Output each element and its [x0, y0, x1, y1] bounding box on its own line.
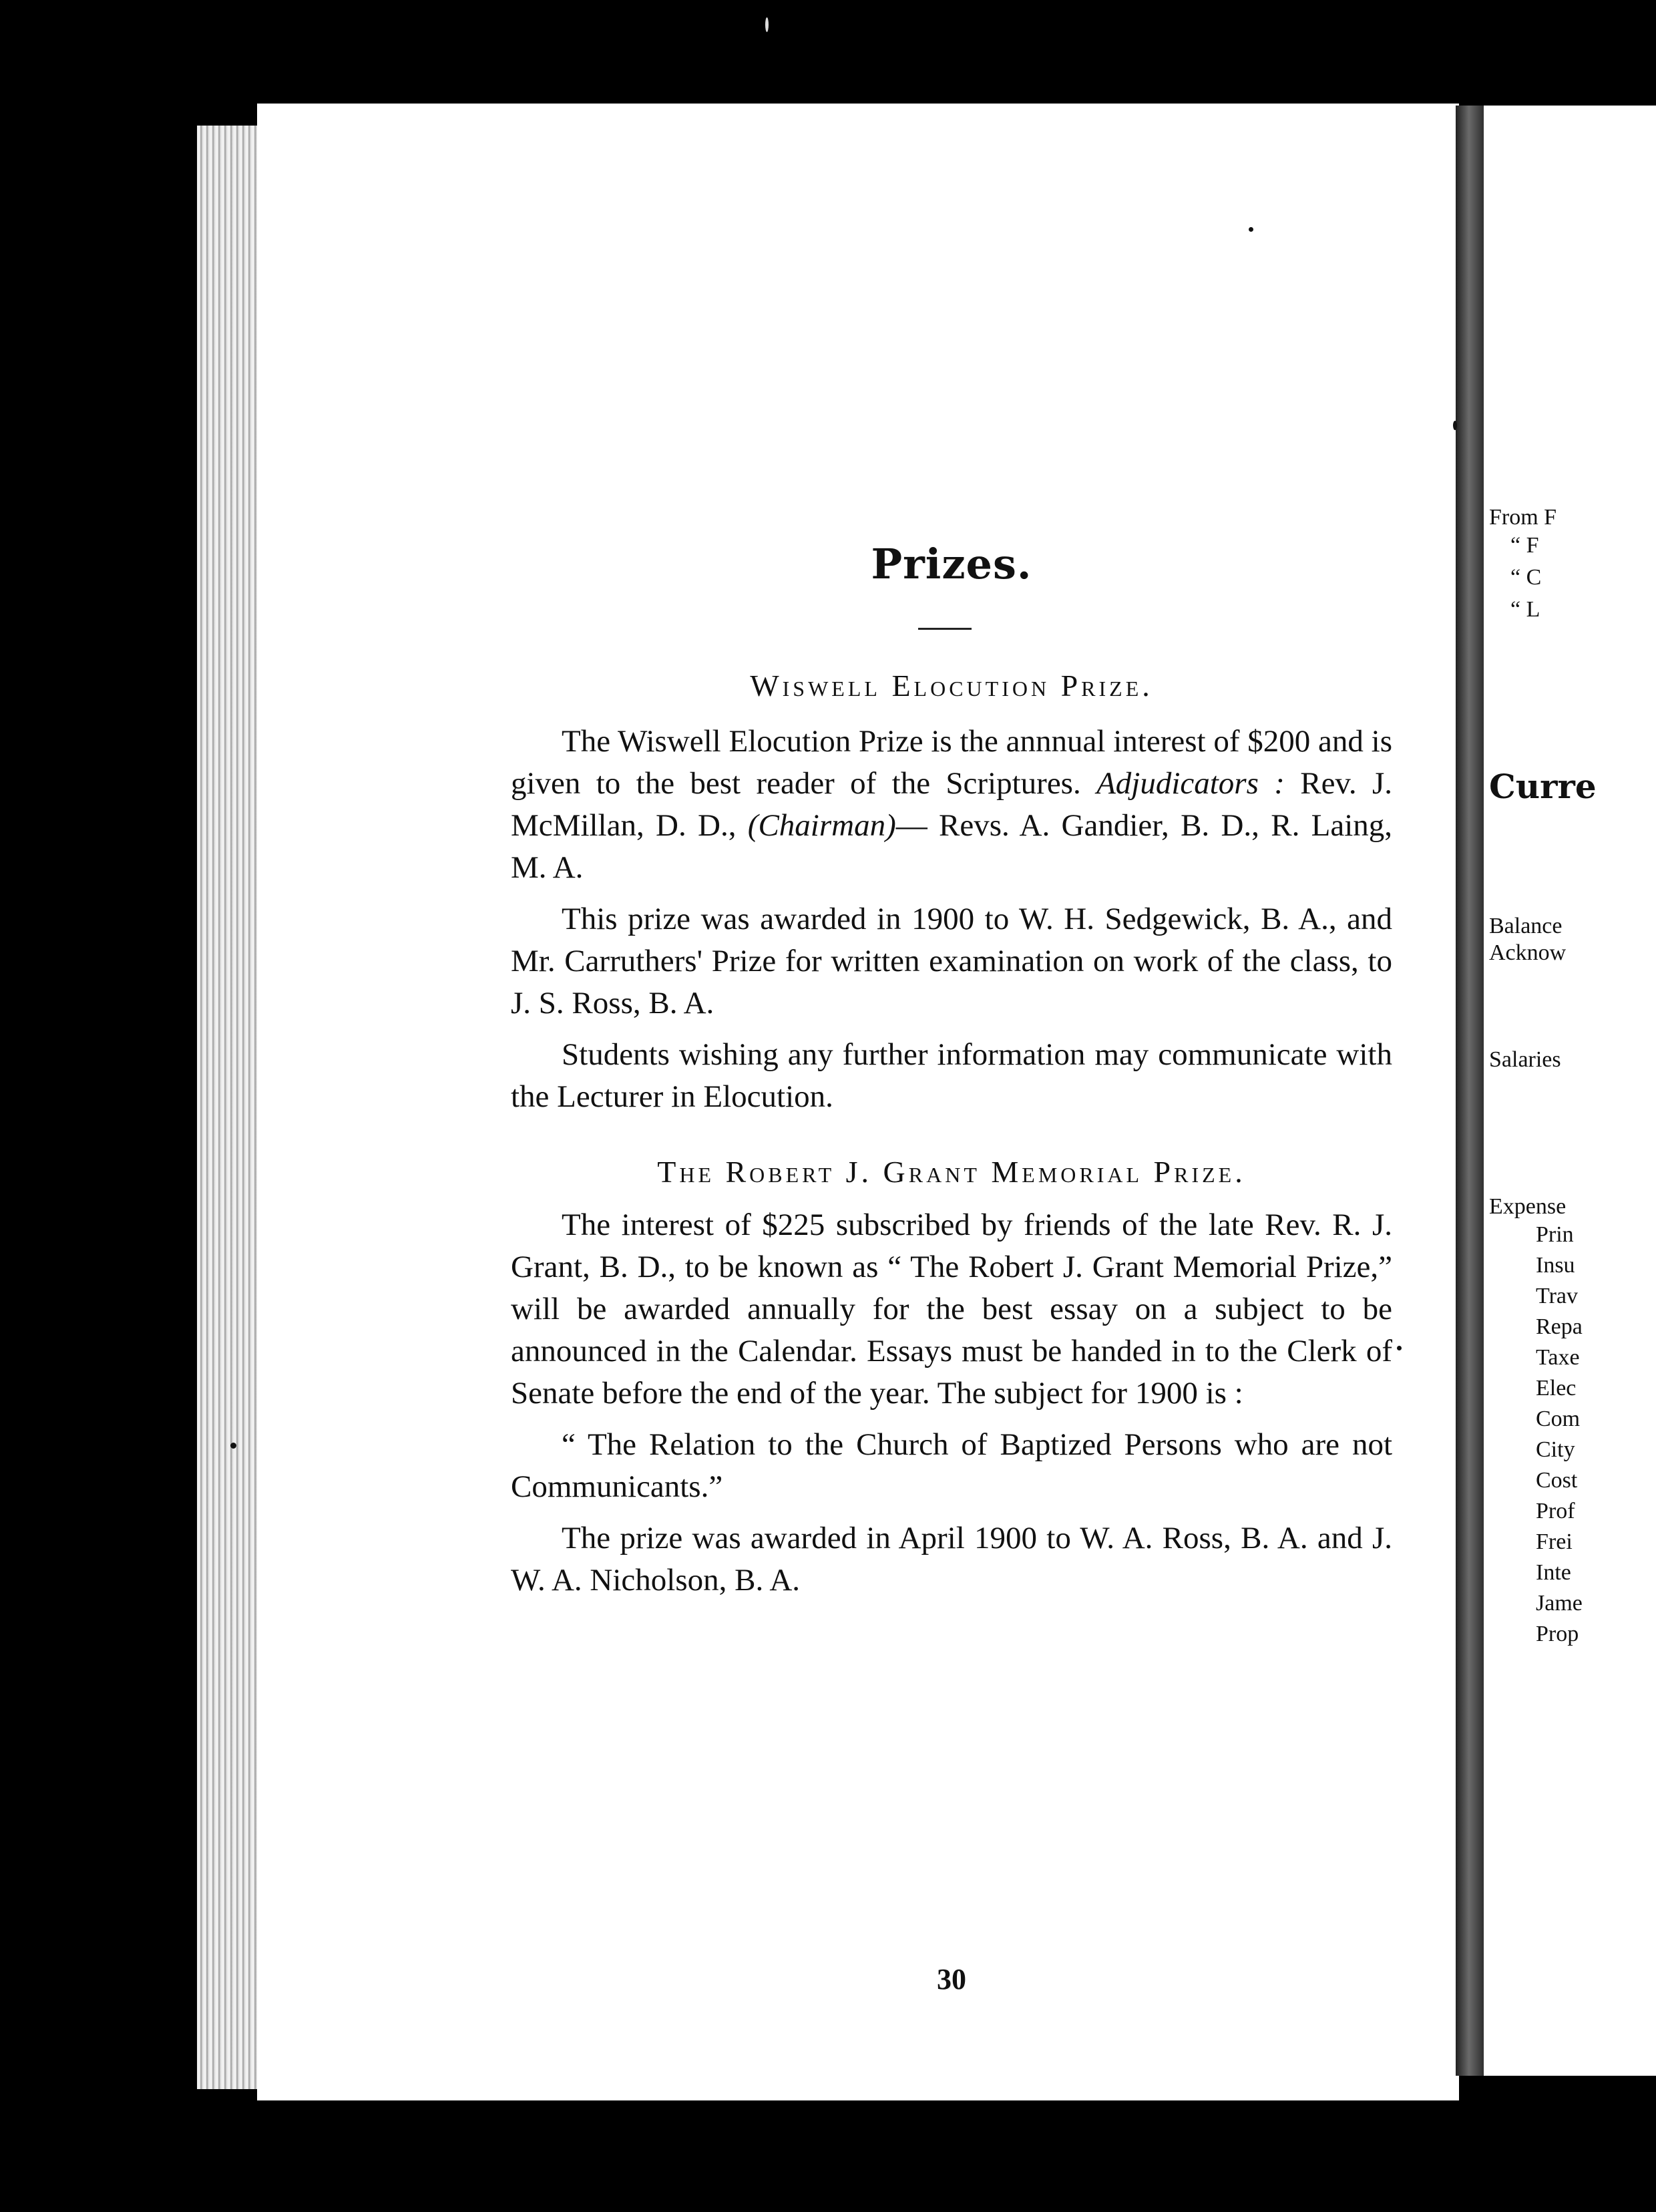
right-page-line: Frei: [1536, 1529, 1573, 1554]
page-number: 30: [937, 1963, 966, 1996]
section-title: The Robert J. Grant Memorial Prize.: [657, 1155, 1246, 1189]
right-page-line: “ L: [1510, 597, 1540, 622]
right-page-line: Cost: [1536, 1468, 1578, 1493]
scan-speck: [765, 17, 769, 32]
paragraph: This prize was awarded in 1900 to W. H. Sedgewick, B. A., and Mr. Carruthers' Prize for written examination on work of the class, to J. S. Ross, B. A.: [511, 902, 1392, 1021]
page-heading: Prizes.: [871, 540, 1032, 588]
paragraph-text: The Wiswell Elocution Prize is the annnual interest of $200 and is given to the best reader of the Scriptures.: [511, 724, 1392, 801]
right-page-line: “ F: [1510, 533, 1539, 558]
right-page-line: Salaries: [1489, 1047, 1561, 1072]
right-page-line: “ C: [1510, 565, 1542, 590]
right-page-heading: Curre: [1489, 767, 1597, 806]
paragraph: The interest of $225 subscribed by friends of the late Rev. R. J. Grant, B. D., to be known as “ The Robert J. Grant Memorial Prize,” will be awarded annually for the best essay on a subject to be announced in the Calendar. Essays must be handed in to the Clerk of Senate before the end of the year. The subject for 1900 is :: [511, 1208, 1392, 1411]
paragraph: The prize was awarded in April 1900 to W. A. Ross, B. A. and J. W. A. Nicholson, B. A.: [511, 1521, 1392, 1598]
right-page-line: Repa: [1536, 1314, 1583, 1339]
paragraph: “ The Relation to the Church of Baptized Persons who are not Communicants.”: [511, 1427, 1392, 1504]
scan-speck: [1249, 227, 1253, 232]
paragraph: Students wishing any further information may communicate with the Lecturer in Elocution.: [511, 1037, 1392, 1114]
right-page-line: Inte: [1536, 1560, 1571, 1585]
right-page-line: Acknow: [1489, 940, 1567, 965]
right-page-line: Com: [1536, 1407, 1581, 1431]
adjudicators-rest: — Revs. A. Gandier, B. D., R. Laing, M. A.: [511, 808, 1393, 885]
section-wiswell: [511, 668, 1392, 1118]
chairman-label: (Chairman): [747, 808, 896, 843]
book-gutter: [1456, 106, 1485, 2076]
section-grant: [511, 1154, 1392, 1602]
right-page-line: Balance: [1489, 914, 1563, 938]
right-page-line: Taxe: [1536, 1345, 1580, 1370]
adjudicators-label: Adjudicators :: [1096, 766, 1285, 801]
scan-speck: [230, 1443, 236, 1449]
right-page: [1484, 106, 1656, 2076]
right-page-line: Prof: [1536, 1499, 1575, 1523]
right-page-line: Prop: [1536, 1622, 1579, 1646]
right-page-line: Expense: [1489, 1194, 1567, 1219]
right-page-line: Prin: [1536, 1222, 1574, 1247]
scan-speck: [1397, 1346, 1402, 1350]
right-page-line: Insu: [1536, 1253, 1575, 1278]
right-page-line: Elec: [1536, 1376, 1577, 1401]
scan-speck: [1453, 421, 1457, 430]
right-page-line: Jame: [1536, 1591, 1583, 1616]
adjudicators-text: Rev. J. McMillan, D. D.,: [511, 766, 1393, 843]
section-title: Wiswell Elocution Prize.: [750, 669, 1153, 703]
right-page-line: From F: [1489, 505, 1557, 530]
right-page-line: Trav: [1536, 1284, 1578, 1308]
heading-rule: [918, 628, 972, 630]
paragraph: [511, 721, 1392, 889]
right-page-line: City: [1536, 1437, 1575, 1462]
